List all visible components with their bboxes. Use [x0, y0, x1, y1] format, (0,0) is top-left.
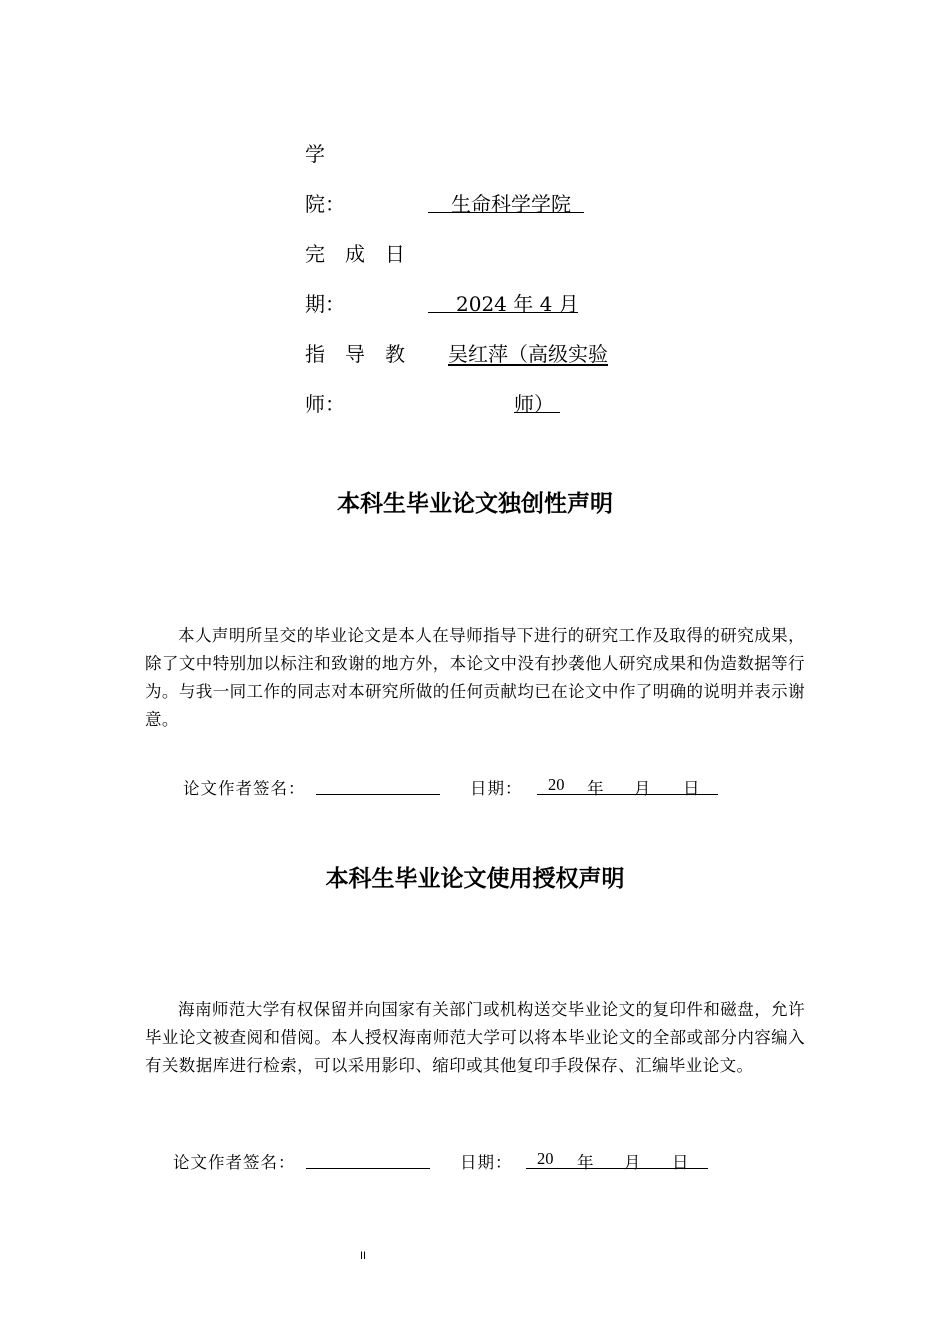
originality-date-year-unit: 年	[587, 779, 604, 798]
date-label-line2: 期：	[305, 292, 345, 316]
originality-body: 本人声明所呈交的毕业论文是本人在导师指导下进行的研究工作及取得的研究成果，除了文中特别加以标注和致谢的地方外，本论文中没有抄袭他人研究成果和伪造数据等行为。与我一同工作的同志对本研究所做的任何贡献均已在论文中作了明确的说明并表示谢意。	[145, 626, 805, 729]
date-label-line1: 完 成 日	[305, 242, 405, 266]
college-label-line2: 院：	[305, 192, 345, 216]
advisor-value-line2: 师）	[514, 392, 554, 416]
authorization-signature-label: 论文作者签名：	[173, 1153, 296, 1172]
originality-date-year: 20	[548, 775, 565, 794]
authorization-date-month-unit: 月	[624, 1153, 641, 1172]
authorization-date-day-unit: 日	[672, 1153, 689, 1172]
college-label-line1: 学	[305, 142, 325, 166]
advisor-label-line1: 指 导 教	[305, 342, 405, 366]
college-value: 生命科学学院	[451, 192, 571, 216]
authorization-title: 本科生毕业论文使用授权声明	[325, 866, 625, 892]
originality-signature-label: 论文作者签名：	[183, 779, 306, 798]
authorization-body: 海南师范大学有权保留并向国家有关部门或机构送交毕业论文的复印件和磁盘，允许毕业论文被查阅和借阅。本人授权海南师范大学可以将本毕业论文的全部或部分内容编入有关数据库进行检索，可以采用影印、缩印或其他复印手段保存、汇编毕业论文。	[145, 1000, 805, 1075]
authorization-date-label: 日期：	[460, 1153, 513, 1172]
date-value: 2024 年 4 月	[456, 292, 579, 316]
originality-title: 本科生毕业论文独创性声明	[337, 491, 613, 517]
authorization-date-year-unit: 年	[577, 1153, 594, 1172]
originality-date-day-unit: 日	[683, 779, 700, 798]
authorization-date-year: 20	[537, 1149, 554, 1168]
originality-date-month-unit: 月	[634, 779, 651, 798]
advisor-value-line1: 吴红萍（高级实验	[448, 342, 608, 366]
originality-signature-field	[316, 794, 440, 795]
page-number: II	[360, 1250, 367, 1262]
authorization-signature-field	[306, 1168, 430, 1169]
advisor-label-line2: 师：	[305, 392, 345, 416]
originality-date-label: 日期：	[470, 779, 523, 798]
